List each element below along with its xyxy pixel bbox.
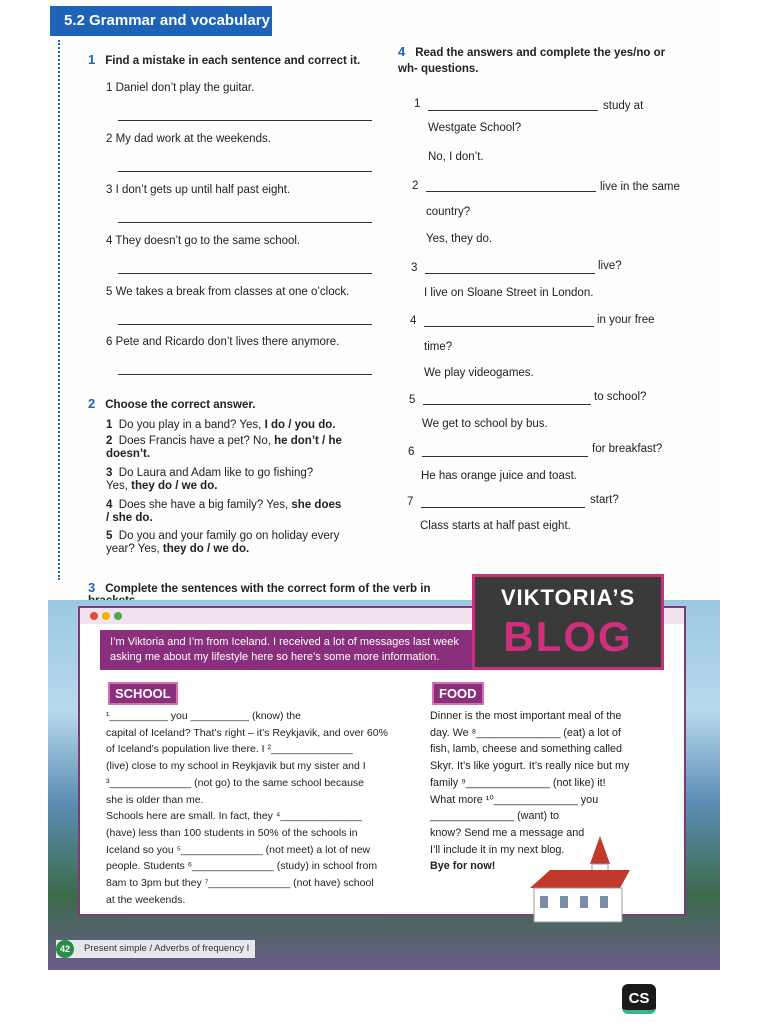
exercise-4-question-end: to school? xyxy=(594,391,647,403)
answer-line[interactable] xyxy=(422,456,588,457)
food-text: Dinner is the most important meal of the day. We ⁸______________ (eat) a lot of fish, lamb, cheese and something called Skyr. It’s like yogurt. It’s really nice but my family ⁹______________ (not like) it! What more ¹⁰______________ you ______________ (want) to know? Send me a message and I’ll include it in my next blog. Bye for now! xyxy=(430,710,630,873)
exercise-4-answer: Yes, they do. xyxy=(426,233,493,245)
maximize-dot-icon xyxy=(114,612,122,620)
blog-logo xyxy=(472,574,664,670)
exercise-1-item: 5 We takes a break from classes at one o’clock. xyxy=(106,286,350,298)
exercise-4-question-end: for breakfast? xyxy=(592,443,663,455)
exercise-1-item: 4 They doesn’t go to the same school. xyxy=(106,235,301,247)
exercise-3-heading: 3 Complete the sentences with the correct form of the verb in xyxy=(88,580,431,595)
answer-line[interactable] xyxy=(426,191,596,192)
exercise-4-question-cont: time? xyxy=(424,341,453,353)
exercise-4-answer: I live on Sloane Street in London. xyxy=(424,287,594,299)
exercise-4-answer: Class starts at half past eight. xyxy=(420,520,571,532)
exercise-1-heading: 1 Find a mistake in each sentence and correct it. xyxy=(88,52,361,67)
exercise-1-item: 1 Daniel don’t play the guitar. xyxy=(106,82,255,94)
food-heading: FOOD xyxy=(432,682,484,705)
blog-owner-title: VIKTORIA’S xyxy=(500,585,636,610)
school-text: ¹__________ you __________ (know) the capital of Iceland? That’s right – it’s Reykjavik, and over 60% of Iceland’s population live there. I ²______________ (live) close to my school in Reykjavik but my sister and I ³______________ (not go) to the same school because she is older than me. Schools here are small. In fact, they ⁴______________ (have) less than 100 students in 50% of the schools in Iceland so you ⁵______________ (not meet) a lot of new people. Students ⁶______________ (study) in school from 8am to 3pm but they ⁷______________ (not have) school at the weekends. xyxy=(106,710,388,906)
exercise-4-answer: We get to school by bus. xyxy=(422,418,548,430)
exercise-1-item: 6 Pete and Ricardo don’t lives there anymore. xyxy=(106,336,340,348)
exercise-4-number: 4 xyxy=(410,315,417,327)
answer-line[interactable] xyxy=(118,222,372,223)
exercise-2-item: 1 Do you play in a band? Yes, I do / you do. xyxy=(106,419,336,431)
exercise-4-number: 1 xyxy=(414,98,421,110)
exercise-4-question-end: live in the same xyxy=(600,181,680,193)
exercise-4-number: 2 xyxy=(412,180,419,192)
exercise-2-item: 4 Does she have a big family? Yes, she does / she do. xyxy=(106,499,342,524)
exercise-4-number: 6 xyxy=(408,446,415,458)
exercise-4-question-cont: Westgate School? xyxy=(428,122,522,134)
answer-line[interactable] xyxy=(118,120,372,121)
exercise-4-question-end: start? xyxy=(590,494,619,506)
page-footer: Present simple / Adverbs of frequency I xyxy=(56,940,255,958)
exercise-4-number: 3 xyxy=(411,262,418,274)
answer-line[interactable] xyxy=(428,110,598,111)
exercise-4-answer: He has orange juice and toast. xyxy=(421,470,577,482)
blog-intro: I’m Viktoria and I’m from Iceland. I received a lot of messages last week asking me about my lifestyle here so here’s some more information. xyxy=(100,630,474,670)
exercise-4-question-end: live? xyxy=(598,260,622,272)
exercise-4-answer: No, I don’t. xyxy=(428,151,484,163)
exercise-1-item: 2 My dad work at the weekends. xyxy=(106,133,271,145)
answer-line[interactable] xyxy=(421,507,585,508)
dotted-margin xyxy=(58,40,60,580)
answer-line[interactable] xyxy=(118,273,372,274)
exercise-4-question-cont: country? xyxy=(426,206,471,218)
answer-line[interactable] xyxy=(424,326,594,327)
section-header: 5.2 Grammar and vocabulary xyxy=(50,6,272,36)
exercise-2-item: 5 Do you and your family go on holiday every year? Yes, they do / we do. xyxy=(106,530,340,555)
answer-line[interactable] xyxy=(118,171,372,172)
exercise-2-heading: 2 Choose the correct answer. xyxy=(88,396,256,411)
exercise-4-heading: 4 Read the answers and complete the yes/no or wh- questions. xyxy=(398,44,666,75)
answer-line[interactable] xyxy=(118,374,372,375)
page-number: 42 xyxy=(56,940,74,958)
answer-line[interactable] xyxy=(425,273,595,274)
camscanner-badge: CS xyxy=(622,984,656,1014)
exercise-4-question-end: study at xyxy=(603,100,644,112)
exercise-2-item: 3 Do Laura and Adam like to go fishing? Yes, they do / we do. xyxy=(106,467,314,492)
exercise-4-question-end: in your free xyxy=(597,314,655,326)
minimize-dot-icon xyxy=(102,612,110,620)
answer-line[interactable] xyxy=(423,404,591,405)
exercise-4-answer: We play videogames. xyxy=(424,367,534,379)
exercise-4-number: 5 xyxy=(409,394,416,406)
school-heading: SCHOOL xyxy=(108,682,178,705)
exercise-1-item: 3 I don’t gets up until half past eight. xyxy=(106,184,291,196)
exercise-2-item: 2 Does Francis have a pet? No, he don’t / he doesn’t. xyxy=(106,435,342,460)
close-dot-icon xyxy=(90,612,98,620)
blog-word: BLOG xyxy=(503,613,633,660)
church-illustration xyxy=(520,836,640,926)
exercise-4-number: 7 xyxy=(407,496,414,508)
answer-line[interactable] xyxy=(118,324,372,325)
